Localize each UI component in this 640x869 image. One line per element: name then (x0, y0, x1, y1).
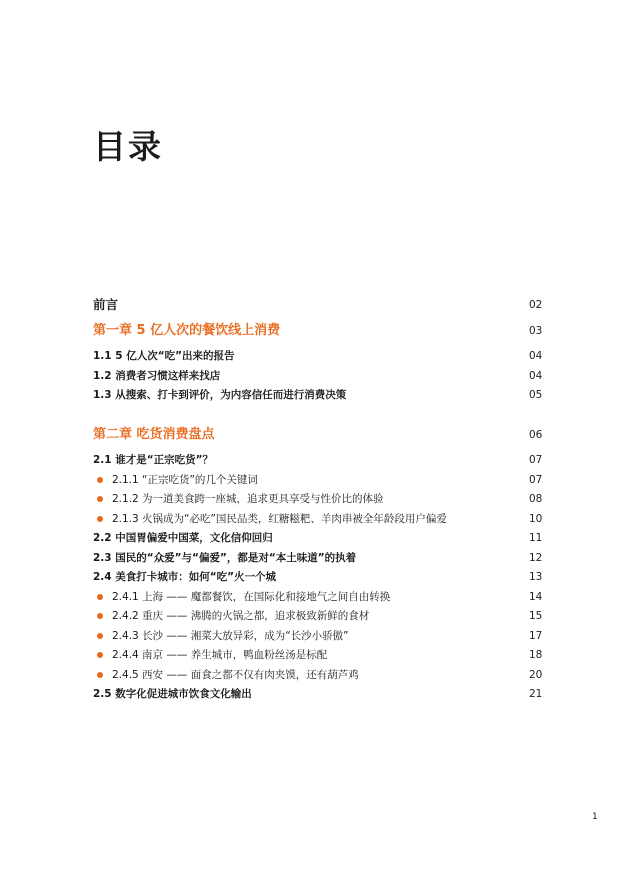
toc-entry-title: 1.1 5 亿人次“吃”出来的报告 (93, 350, 235, 362)
toc-entry-page: 18 (529, 649, 543, 661)
toc-entry[interactable] (0, 529, 640, 547)
toc-entry[interactable] (0, 685, 640, 703)
toc-entry-title: 2.1.2 为一道美食跨一座城，追求更具享受与性价比的体验 (112, 493, 384, 505)
toc-entry[interactable] (0, 471, 640, 489)
toc-entry[interactable] (0, 646, 640, 664)
bullet-icon (97, 613, 103, 619)
toc-entry-title: 2.1 谁才是“正宗吃货”？ (93, 454, 214, 466)
toc-entry-title: 2.4.1 上海 —— 魔都餐饮，在国际化和接地气之间自由转换 (112, 591, 391, 603)
toc-entry[interactable] (0, 568, 640, 586)
toc-chapter-entry[interactable] (0, 322, 640, 340)
toc-entry-page: 08 (529, 493, 543, 505)
toc-entry[interactable] (0, 627, 640, 645)
toc-entry[interactable] (0, 296, 640, 314)
toc-entry-title: 2.3 国民的“众爱”与“偏爱”，都是对“本土味道”的执着 (93, 552, 357, 564)
toc-entry-title: 2.4.5 西安 —— 面食之都不仅有肉夹馍，还有葫芦鸡 (112, 669, 359, 681)
toc-entry-page: 04 (529, 370, 543, 382)
page-title: 目录 (93, 127, 163, 166)
bullet-icon (97, 477, 103, 483)
bullet-icon (97, 516, 103, 522)
toc-entry[interactable] (0, 588, 640, 606)
toc-entry-title: 第二章 吃货消费盘点 (93, 427, 215, 442)
toc-entry-page: 04 (529, 350, 543, 362)
toc-entry-page: 12 (529, 552, 543, 564)
toc-entry-page: 15 (529, 610, 543, 622)
toc-entry-title: 2.4 美食打卡城市：如何“吃”火一个城 (93, 571, 277, 583)
toc-entry-page: 13 (529, 571, 543, 583)
toc-entry-title: 1.2 消费者习惯这样来找店 (93, 370, 221, 382)
toc-entry[interactable] (0, 451, 640, 469)
toc-entry-title: 2.4.4 南京 —— 养生城市，鸭血粉丝汤是标配 (112, 649, 328, 661)
toc-entry-page: 02 (529, 299, 543, 311)
toc-entry[interactable] (0, 666, 640, 684)
toc-entry-title: 2.4.3 长沙 —— 湘菜大放异彩，成为“长沙小骄傲” (112, 630, 349, 642)
toc-entry-page: 10 (529, 513, 543, 525)
toc-entry-page: 20 (529, 669, 543, 681)
toc-entry[interactable] (0, 386, 640, 404)
toc-entry-page: 07 (529, 454, 543, 466)
toc-entry-title: 前言 (93, 297, 119, 312)
toc-entry-title: 2.1.1 “正宗吃货”的几个关键词 (112, 474, 258, 486)
toc-entry-page: 21 (529, 688, 543, 700)
toc-entry-page: 03 (529, 325, 543, 337)
toc-entry[interactable] (0, 607, 640, 625)
bullet-icon (97, 672, 103, 678)
toc-entry-page: 06 (529, 429, 543, 441)
toc-chapter-entry[interactable] (0, 426, 640, 444)
toc-entry-page: 11 (529, 532, 543, 544)
bullet-icon (97, 633, 103, 639)
toc-entry[interactable] (0, 347, 640, 365)
toc-entry[interactable] (0, 510, 640, 528)
footer-page-number: 1 (592, 812, 598, 822)
toc-entry[interactable] (0, 367, 640, 385)
toc-entry-page: 07 (529, 474, 543, 486)
toc-entry-title: 2.5 数字化促进城市饮食文化输出 (93, 688, 252, 700)
toc-entry-page: 17 (529, 630, 543, 642)
toc-entry[interactable] (0, 490, 640, 508)
toc-entry-title: 第一章 5 亿人次的餐饮线上消费 (93, 323, 281, 338)
toc-entry-title: 2.4.2 重庆 —— 沸腾的火锅之都，追求极致新鲜的食材 (112, 610, 370, 622)
toc-entry-title: 2.1.3 火锅成为“必吃”国民品类，红糖糍粑、羊肉串被全年龄段用户偏爱 (112, 513, 447, 525)
bullet-icon (97, 652, 103, 658)
toc-entry-page: 14 (529, 591, 543, 603)
toc-entry-title: 2.2 中国胃偏爱中国菜，文化信仰回归 (93, 532, 273, 544)
toc-entry-page: 05 (529, 389, 543, 401)
toc-entry-title: 1.3 从搜索、打卡到评价，为内容信任而进行消费决策 (93, 389, 347, 401)
bullet-icon (97, 594, 103, 600)
bullet-icon (97, 496, 103, 502)
toc-entry[interactable] (0, 549, 640, 567)
